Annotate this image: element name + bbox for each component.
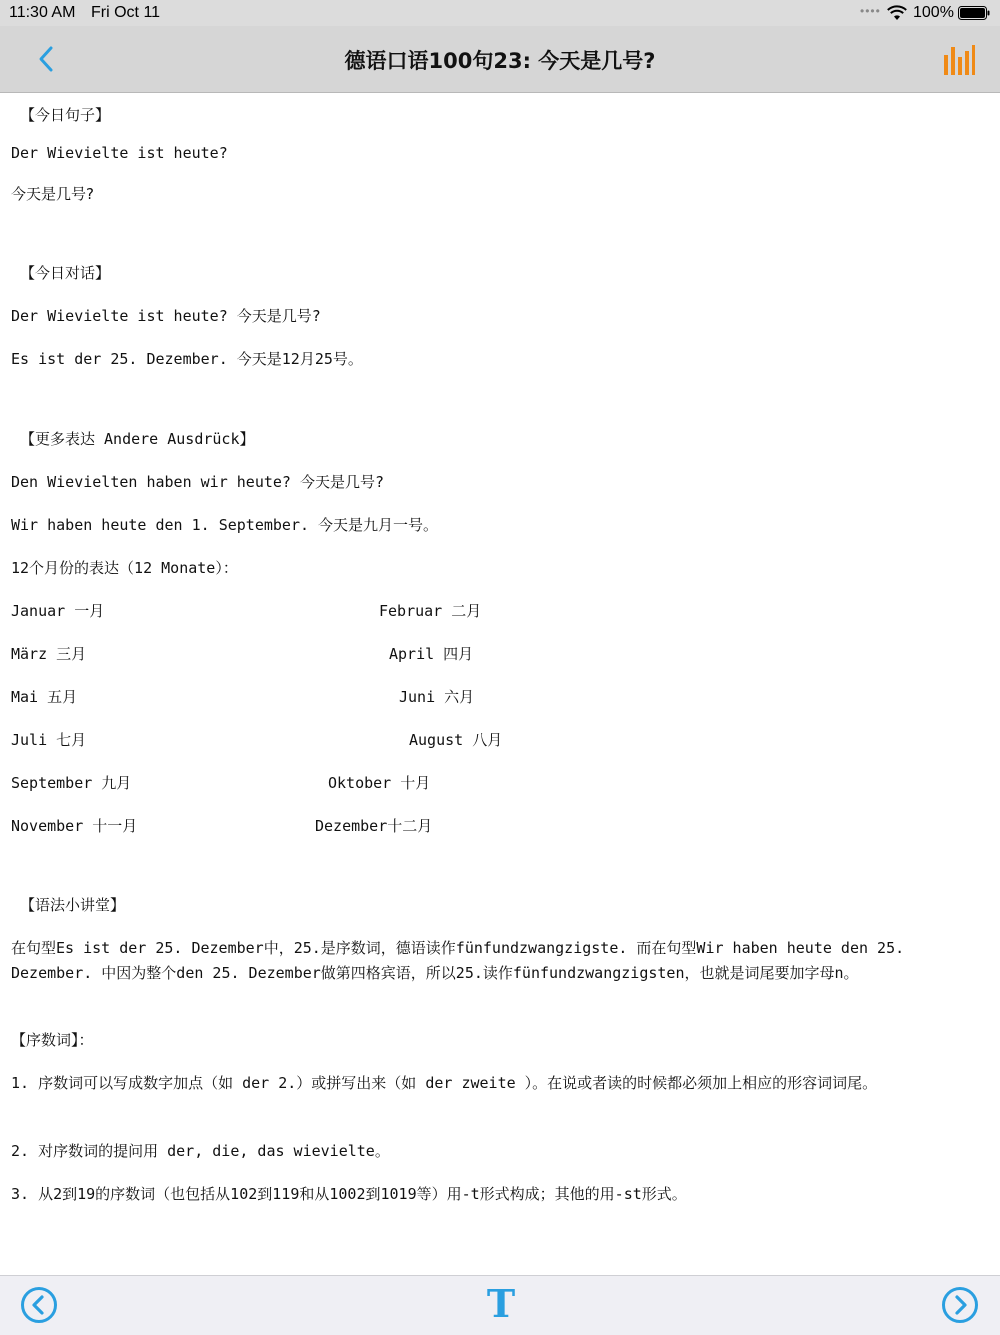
- bottom-toolbar: [0, 1275, 1000, 1335]
- months-heading: 12个月份的表达（12 Monate）：: [11, 559, 238, 577]
- battery-icon: [958, 6, 990, 20]
- month-item: August 八月: [409, 731, 503, 749]
- page-title: 德语口语100句23: 今天是几号?: [344, 49, 656, 73]
- month-item: Oktober 十月: [328, 774, 431, 792]
- ordinal-rule: 1. 序数词可以写成数字加点（如 der 2.）或拼写出来（如 der zweite ）。在说或者读的时候都必须加上相应的形容词词尾。: [11, 1074, 878, 1092]
- status-bar: [0, 0, 1000, 26]
- month-item: Juni 六月: [399, 688, 475, 706]
- grammar-paragraph: 在句型Es ist der 25. Dezember中，25.是序数词，德语读作fünfundzwangzigste. 而在句型Wir haben heute den 25. Dezember. 中因为整个den 25. Dezember做第四格宾语，所以25.读作fünfundzwangzigsten，也就是词尾要加字母n。: [11, 939, 905, 982]
- status-date: Fri Oct 11: [91, 4, 161, 21]
- circle-chevron-right-icon[interactable]: [941, 1286, 979, 1324]
- month-item: März 三月: [11, 645, 87, 663]
- month-item: Januar 一月: [11, 602, 105, 620]
- month-item: September 九月: [11, 774, 132, 792]
- month-item: April 四月: [389, 645, 474, 663]
- navigation-bar: [0, 26, 1000, 93]
- dialogue-line: Es ist der 25. Dezember. 今天是12月25号。: [11, 350, 363, 368]
- section-heading-grammar: 【语法小讲堂】: [20, 896, 126, 914]
- bar-chart-icon[interactable]: [942, 43, 976, 77]
- month-item: Februar 二月: [379, 602, 482, 620]
- today-sentence-chinese: 今天是几号?: [11, 185, 94, 203]
- section-heading-more-expressions: 【更多表达 Andere Ausdrück】: [20, 430, 255, 448]
- month-item: Dezember十二月: [315, 817, 433, 835]
- ordinal-heading: 【序数词】：: [11, 1031, 94, 1049]
- circle-chevron-left-icon[interactable]: [20, 1286, 58, 1324]
- status-time: 11:30 AM: [9, 4, 76, 21]
- dialogue-line: Der Wievielte ist heute? 今天是几号?: [11, 307, 321, 325]
- month-item: Mai 五月: [11, 688, 78, 706]
- battery-percent: 100%: [913, 4, 954, 21]
- lesson-content: [0, 92, 1000, 1275]
- signal-dots-icon: ••••: [860, 4, 881, 18]
- wifi-icon: [887, 5, 907, 21]
- month-item: Juli 七月: [11, 731, 87, 749]
- ordinal-rule: 2. 对序数词的提问用 der, die, das wievielte。: [11, 1142, 390, 1160]
- expression-line: Wir haben heute den 1. September. 今天是九月一号。: [11, 516, 439, 534]
- section-heading-dialogue: 【今日对话】: [20, 264, 111, 282]
- ordinal-rule: 3. 从2到19的序数词（也包括从102到119和从1002到1019等）用-t形式构成；其他的用-st形式。: [11, 1185, 687, 1203]
- section-heading-today-sentence: 【今日句子】: [20, 106, 111, 124]
- month-item: November 十一月: [11, 817, 138, 835]
- expression-line: Den Wievielten haben wir heute? 今天是几号?: [11, 473, 385, 491]
- font-size-button[interactable]: T: [486, 1281, 516, 1326]
- today-sentence-german: Der Wievielte ist heute?: [11, 144, 228, 162]
